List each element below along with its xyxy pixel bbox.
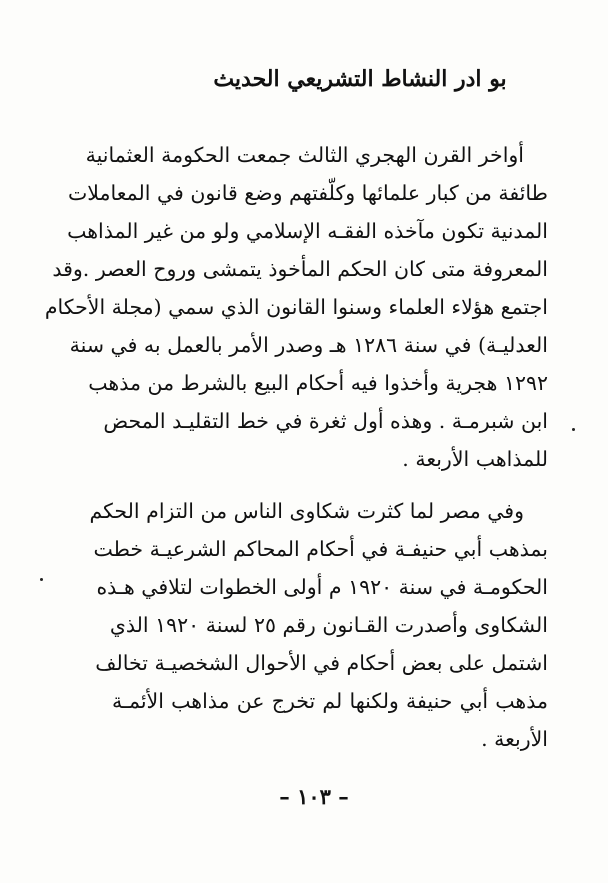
text-line: الشكاوى وأصدرت القـانون رقم ٢٥ لسنة ١٩٢٠ الذي — [109, 613, 548, 637]
text-line: ١٢٩٢ هجرية وأخذوا فيه أحكام البيع بالشرط من مذهب — [88, 371, 548, 395]
text-line: المعروفة متى كان الحكم المأخوذ يتمشى وروح العصر .وقد — [52, 257, 548, 281]
text-line: المدنية تكون مآخذه الفقـه الإسلامي ولو من غير المذاهب — [67, 219, 548, 243]
text-line: اجتمع هؤلاء العلماء وسنوا القانون الذي سمي (مجلة الأحكام — [44, 295, 548, 319]
paragraph-1 — [44, 136, 548, 478]
text-line: اشتمل على بعض أحكام في الأحوال الشخصيـة تخالف — [95, 651, 548, 675]
page-number: – ١٠٣ – — [279, 784, 349, 809]
paragraph-2 — [89, 492, 548, 758]
text-line: طائفة من كبار علمائها وكلّفتهم وضع قانون في المعاملات — [68, 181, 548, 205]
text-line: بمذهب أبي حنيفـة في أحكام المحاكم الشرعيـة خطت — [93, 537, 548, 561]
text-line: وفي مصر لما كثرت شكاوى الناس من التزام الحكم — [89, 499, 524, 523]
text-line: مذهب أبي حنيفة ولكنها لم تخرج عن مذاهب الأئمـة — [112, 689, 548, 713]
margin-speck — [40, 578, 43, 581]
text-line: الحكومـة في سنة ١٩٢٠ م أولى الخطوات لتلافي هـذه — [96, 575, 548, 599]
text-line: للمذاهب الأربعة . — [402, 447, 548, 471]
margin-speck — [572, 428, 575, 431]
text-line: العدليـة) في سنة ١٢٨٦ هـ وصدر الأمر بالعمل به في سنة — [69, 333, 548, 357]
text-line: الأربعة . — [481, 727, 548, 751]
page-title: بو ادر النشاط التشريعي الحديث — [213, 66, 507, 92]
text-line: أواخر القرن الهجري الثالث جمعت الحكومة العثمانية — [85, 143, 524, 167]
text-line: ابن شبرمـة . وهذه أول ثغرة في خط التقليـد المحض — [103, 409, 548, 433]
